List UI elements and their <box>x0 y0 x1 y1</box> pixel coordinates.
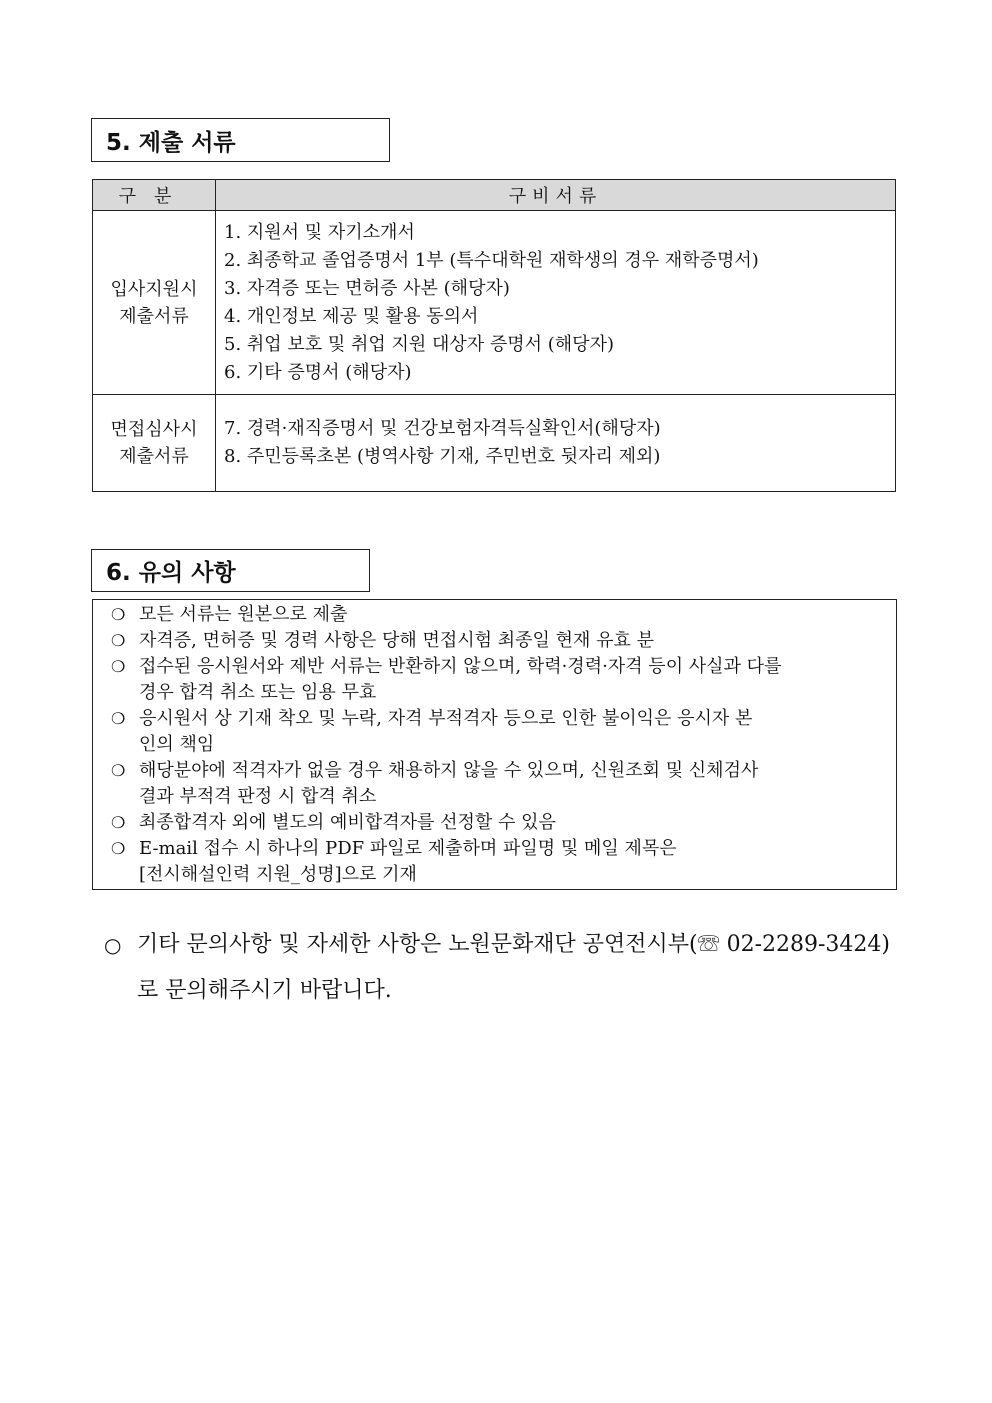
circle-bullet-icon: ❍ <box>111 761 126 780</box>
section-6-title: 6. 유의 사항 <box>91 549 370 592</box>
list-item <box>111 654 890 706</box>
section-5-title: 5. 제출 서류 <box>91 118 390 162</box>
category-label: 입사지원시 <box>110 278 198 300</box>
circle-bullet-icon: ❍ <box>111 631 126 650</box>
category-label: 제출서류 <box>119 305 189 327</box>
table-row <box>93 395 896 492</box>
list-item: 4. 개인정보 제공 및 활용 동의서 <box>224 305 479 327</box>
list-item: 6. 기타 증명서 (해당자) <box>224 361 412 383</box>
table-row <box>93 211 896 395</box>
table-header-row <box>93 180 896 211</box>
list-item <box>111 628 890 654</box>
list-item: 7. 경력·재직증명서 및 건강보험자격득실확인서(해당자) <box>224 418 661 439</box>
category-label: 제출서류 <box>119 446 189 467</box>
header-documents: 구비서류 <box>216 180 896 211</box>
category-cell <box>93 211 216 395</box>
list-item: 5. 취업 보호 및 취업 지원 대상자 증명서 (해당자) <box>224 333 614 355</box>
list-item <box>111 836 890 888</box>
contact-text: 기타 문의사항 및 자세한 사항은 노원문화재단 공연전시부(☏ 02-2289-3424) 로 문의해주시기 바랍니다. <box>137 932 891 1003</box>
list-item <box>111 810 890 836</box>
list-item: 3. 자격증 또는 면허증 사본 (해당자) <box>224 277 510 299</box>
note-text: 응시원서 상 기재 착오 및 누락, 자격 부적격자 등으로 인한 불이익은 응시자 본 인의 책임 <box>139 708 753 755</box>
note-text: 자격증, 면허증 및 경력 사항은 당해 면접시험 최종일 현재 유효 분 <box>139 630 655 651</box>
circle-bullet-icon: ❍ <box>111 839 126 858</box>
circle-bullet-icon: ❍ <box>111 709 126 728</box>
contact-note <box>104 922 914 1014</box>
circle-bullet-icon: ❍ <box>111 657 126 676</box>
circle-bullet-icon: ❍ <box>111 605 126 624</box>
header-category: 구분 <box>93 180 216 211</box>
list-item: 1. 지원서 및 자기소개서 <box>224 221 415 243</box>
documents-table <box>92 179 896 492</box>
list-item: 8. 주민등록초본 (병역사항 기재, 주민번호 뒷자리 제외) <box>224 446 661 467</box>
list-item <box>111 706 890 758</box>
note-text: E-mail 접수 시 하나의 PDF 파일로 제출하며 파일명 및 메일 제목은 [전시해설인력 지원_성명]으로 기재 <box>139 838 677 885</box>
list-item <box>111 758 890 810</box>
note-text: 해당분야에 적격자가 없을 경우 채용하지 않을 수 있으며, 신원조회 및 신체검사 결과 부적격 판정 시 합격 취소 <box>139 760 759 807</box>
category-label: 면접심사시 <box>110 419 198 440</box>
note-text: 최종합격자 외에 별도의 예비합격자를 선정할 수 있음 <box>139 812 556 833</box>
circle-bullet-icon: ❍ <box>111 813 126 832</box>
items-cell <box>216 211 896 395</box>
items-cell <box>216 395 896 492</box>
circle-icon: ○ <box>104 933 122 957</box>
notice-box <box>92 599 897 890</box>
note-text: 접수된 응시원서와 제반 서류는 반환하지 않으며, 학력·경력·자격 등이 사실과 다를 경우 합격 취소 또는 임용 무효 <box>139 656 782 703</box>
note-text: 모든 서류는 원본으로 제출 <box>139 604 348 625</box>
category-cell <box>93 395 216 492</box>
list-item: 2. 최종학교 졸업증명서 1부 (특수대학원 재학생의 경우 재학증명서) <box>224 249 759 271</box>
list-item <box>111 602 890 628</box>
